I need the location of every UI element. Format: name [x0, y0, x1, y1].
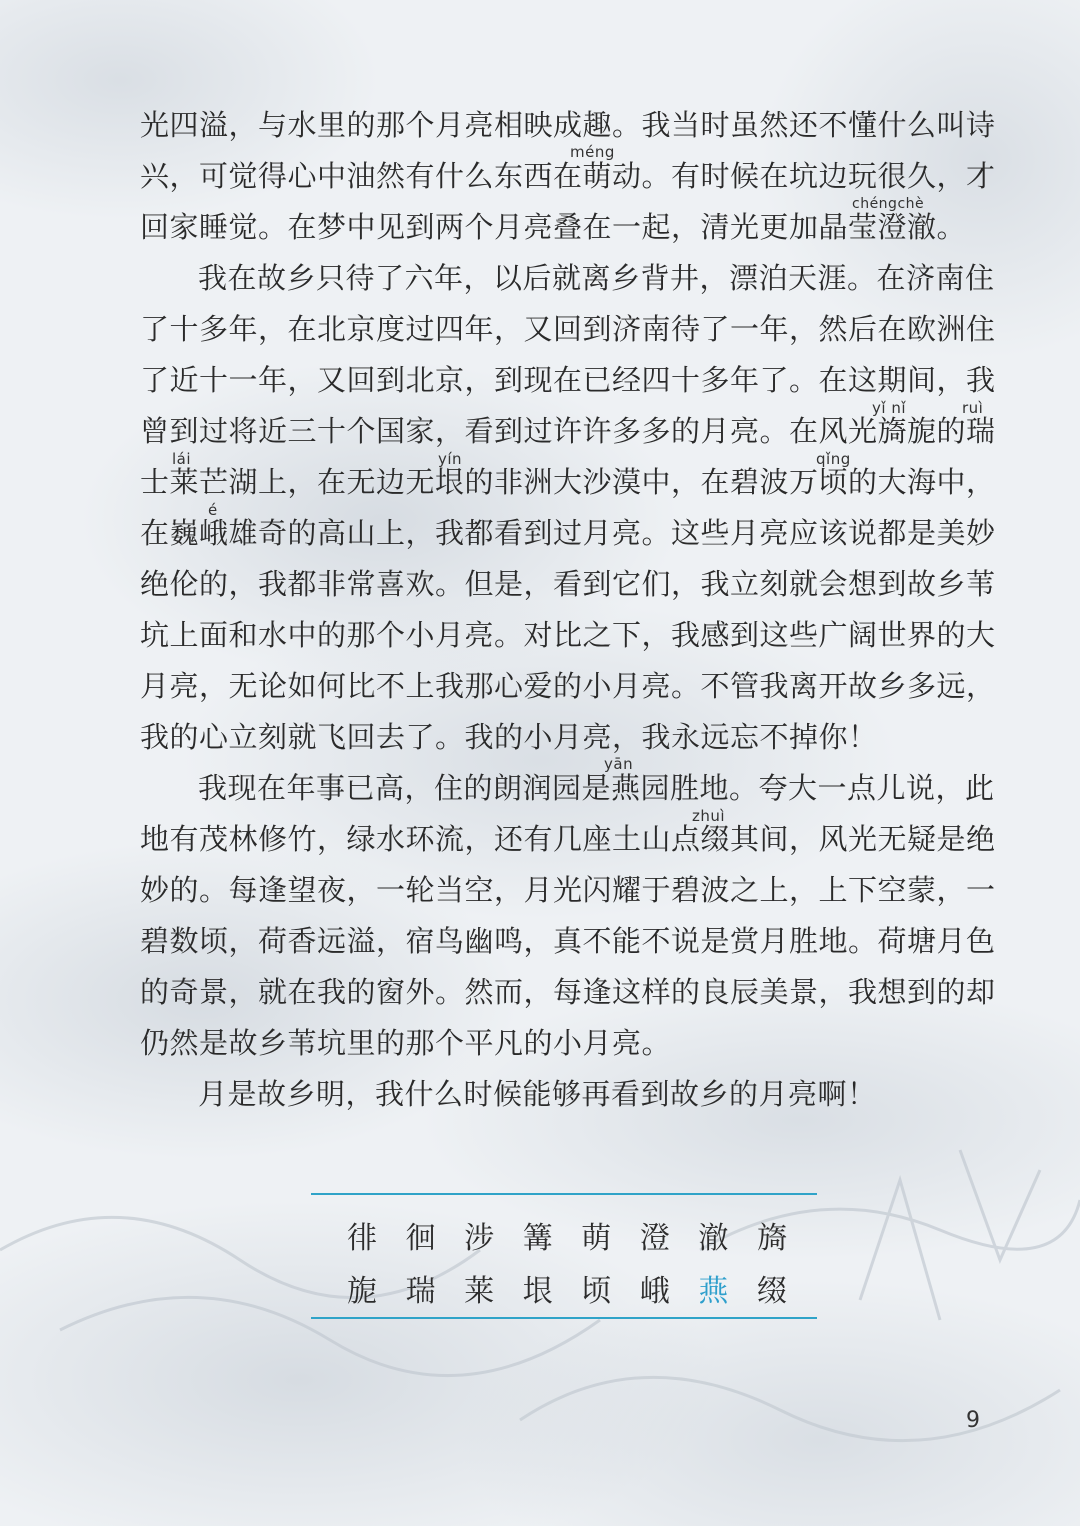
text-line: 绝伦的，我都非常喜欢。但是，看到它们，我立刻就会想到故乡苇 — [140, 567, 996, 601]
text-line: 了十多年，在北京度过四年，又回到济南待了一年，然后在欧洲住 — [140, 312, 996, 346]
vocabulary-char: 徊 — [405, 1221, 436, 1256]
text-line-content: 我现在年事已高，住的朗润园是燕园胜地。夸大一点儿说，此 — [198, 771, 995, 805]
vocabulary-char: 瑞 — [405, 1274, 436, 1309]
text-line-content: 回家睡觉。在梦中见到两个月亮叠在一起，清光更加晶莹澄澈。 — [140, 210, 967, 244]
text-line: 仍然是故乡苇坑里的那个平凡的小月亮。 — [140, 1026, 672, 1060]
text-line — [140, 755, 995, 814]
vocabulary-char: 涉 — [464, 1221, 495, 1256]
pinyin-annotation: é — [208, 501, 218, 519]
pinyin-annotation: zhuì — [692, 807, 726, 825]
text-line-content: 曾到过将近三十个国家，看到过许许多多的月亮。在风光旖旎的瑞 — [140, 414, 996, 448]
text-line: 坑上面和水中的那个小月亮。对比之下，我感到这些广阔世界的大 — [140, 618, 996, 652]
vocabulary-char: 萌 — [581, 1221, 612, 1256]
vocabulary-char: 莱 — [464, 1274, 495, 1309]
text-line: 我的心立刻就飞回去了。我的小月亮，我永远忘不掉你！ — [140, 720, 878, 754]
vocabulary-char: 垠 — [522, 1274, 553, 1309]
vocabulary-row — [347, 1213, 787, 1257]
text-line: 碧数顷，荷香远溢，宿鸟幽鸣，真不能不说是赏月胜地。荷塘月色 — [140, 924, 996, 958]
pinyin-annotation: yān — [604, 755, 634, 773]
text-line-content: 地有茂林修竹，绿水环流，还有几座土山点缀其间，风光无疑是绝 — [140, 822, 996, 856]
text-line — [140, 501, 996, 559]
text-line: 的奇景，就在我的窗外。然而，每逢这样的良辰美景，我想到的却 — [140, 975, 996, 1009]
vocabulary-char-highlighted: 燕 — [698, 1274, 729, 1309]
text-line-content: 在巍峨雄奇的高山上，我都看到过月亮。这些月亮应该说都是美妙 — [140, 516, 996, 550]
pinyin-annotation: lái — [172, 450, 192, 468]
vocabulary-char: 顷 — [581, 1274, 612, 1309]
vocabulary-box — [311, 1193, 817, 1319]
pinyin-annotation: méng — [570, 143, 615, 161]
text-line: 月亮，无论如何比不上我那心爱的小月亮。不管我离开故乡多远， — [140, 669, 996, 703]
pinyin-annotation: ruì — [962, 399, 984, 417]
text-line: 妙的。每逢望夜，一轮当空，月光闪耀于碧波之上，上下空蒙，一 — [140, 873, 996, 907]
text-line — [140, 450, 996, 508]
text-line-content: 兴，可觉得心中油然有什么东西在萌动。有时候在坑边玩很久，才 — [140, 159, 996, 193]
text-line: 光四溢，与水里的那个月亮相映成趣。我当时虽然还不懂什么叫诗 — [140, 108, 996, 142]
pinyin-annotation: qǐng — [816, 450, 851, 468]
page-number: 9 — [966, 1408, 980, 1433]
text-line: 我在故乡只待了六年，以后就离乡背井，漂泊天涯。在济南住 — [198, 261, 995, 295]
vocabulary-char: 篝 — [522, 1221, 553, 1256]
text-line — [140, 807, 996, 865]
vocabulary-char: 澈 — [698, 1221, 729, 1256]
vocabulary-char: 徘 — [347, 1221, 377, 1256]
text-line — [140, 196, 986, 253]
vocabulary-char: 澄 — [639, 1221, 670, 1256]
text-line — [140, 399, 996, 457]
text-line-content: 士莱芒湖上，在无边无垠的非洲大沙漠中，在碧波万顷的大海中， — [140, 465, 996, 499]
pinyin-annotation: yǐ nǐ — [872, 399, 906, 417]
text-line: 了近十一年，又回到北京，到现在已经四十多年了。在这期间，我 — [140, 363, 996, 397]
pinyin-annotation: yín — [438, 450, 463, 468]
vocabulary-char: 峨 — [639, 1274, 670, 1309]
vocabulary-char: 缀 — [756, 1274, 787, 1309]
vocabulary-char: 旎 — [347, 1274, 377, 1309]
vocabulary-row — [347, 1266, 787, 1310]
body-text — [140, 100, 996, 1120]
vocabulary-char: 旖 — [756, 1221, 787, 1256]
text-line: 月是故乡明，我什么时候能够再看到故乡的月亮啊！ — [198, 1077, 877, 1111]
text-line — [140, 143, 996, 202]
pinyin-annotation: chéngchè — [852, 196, 925, 212]
